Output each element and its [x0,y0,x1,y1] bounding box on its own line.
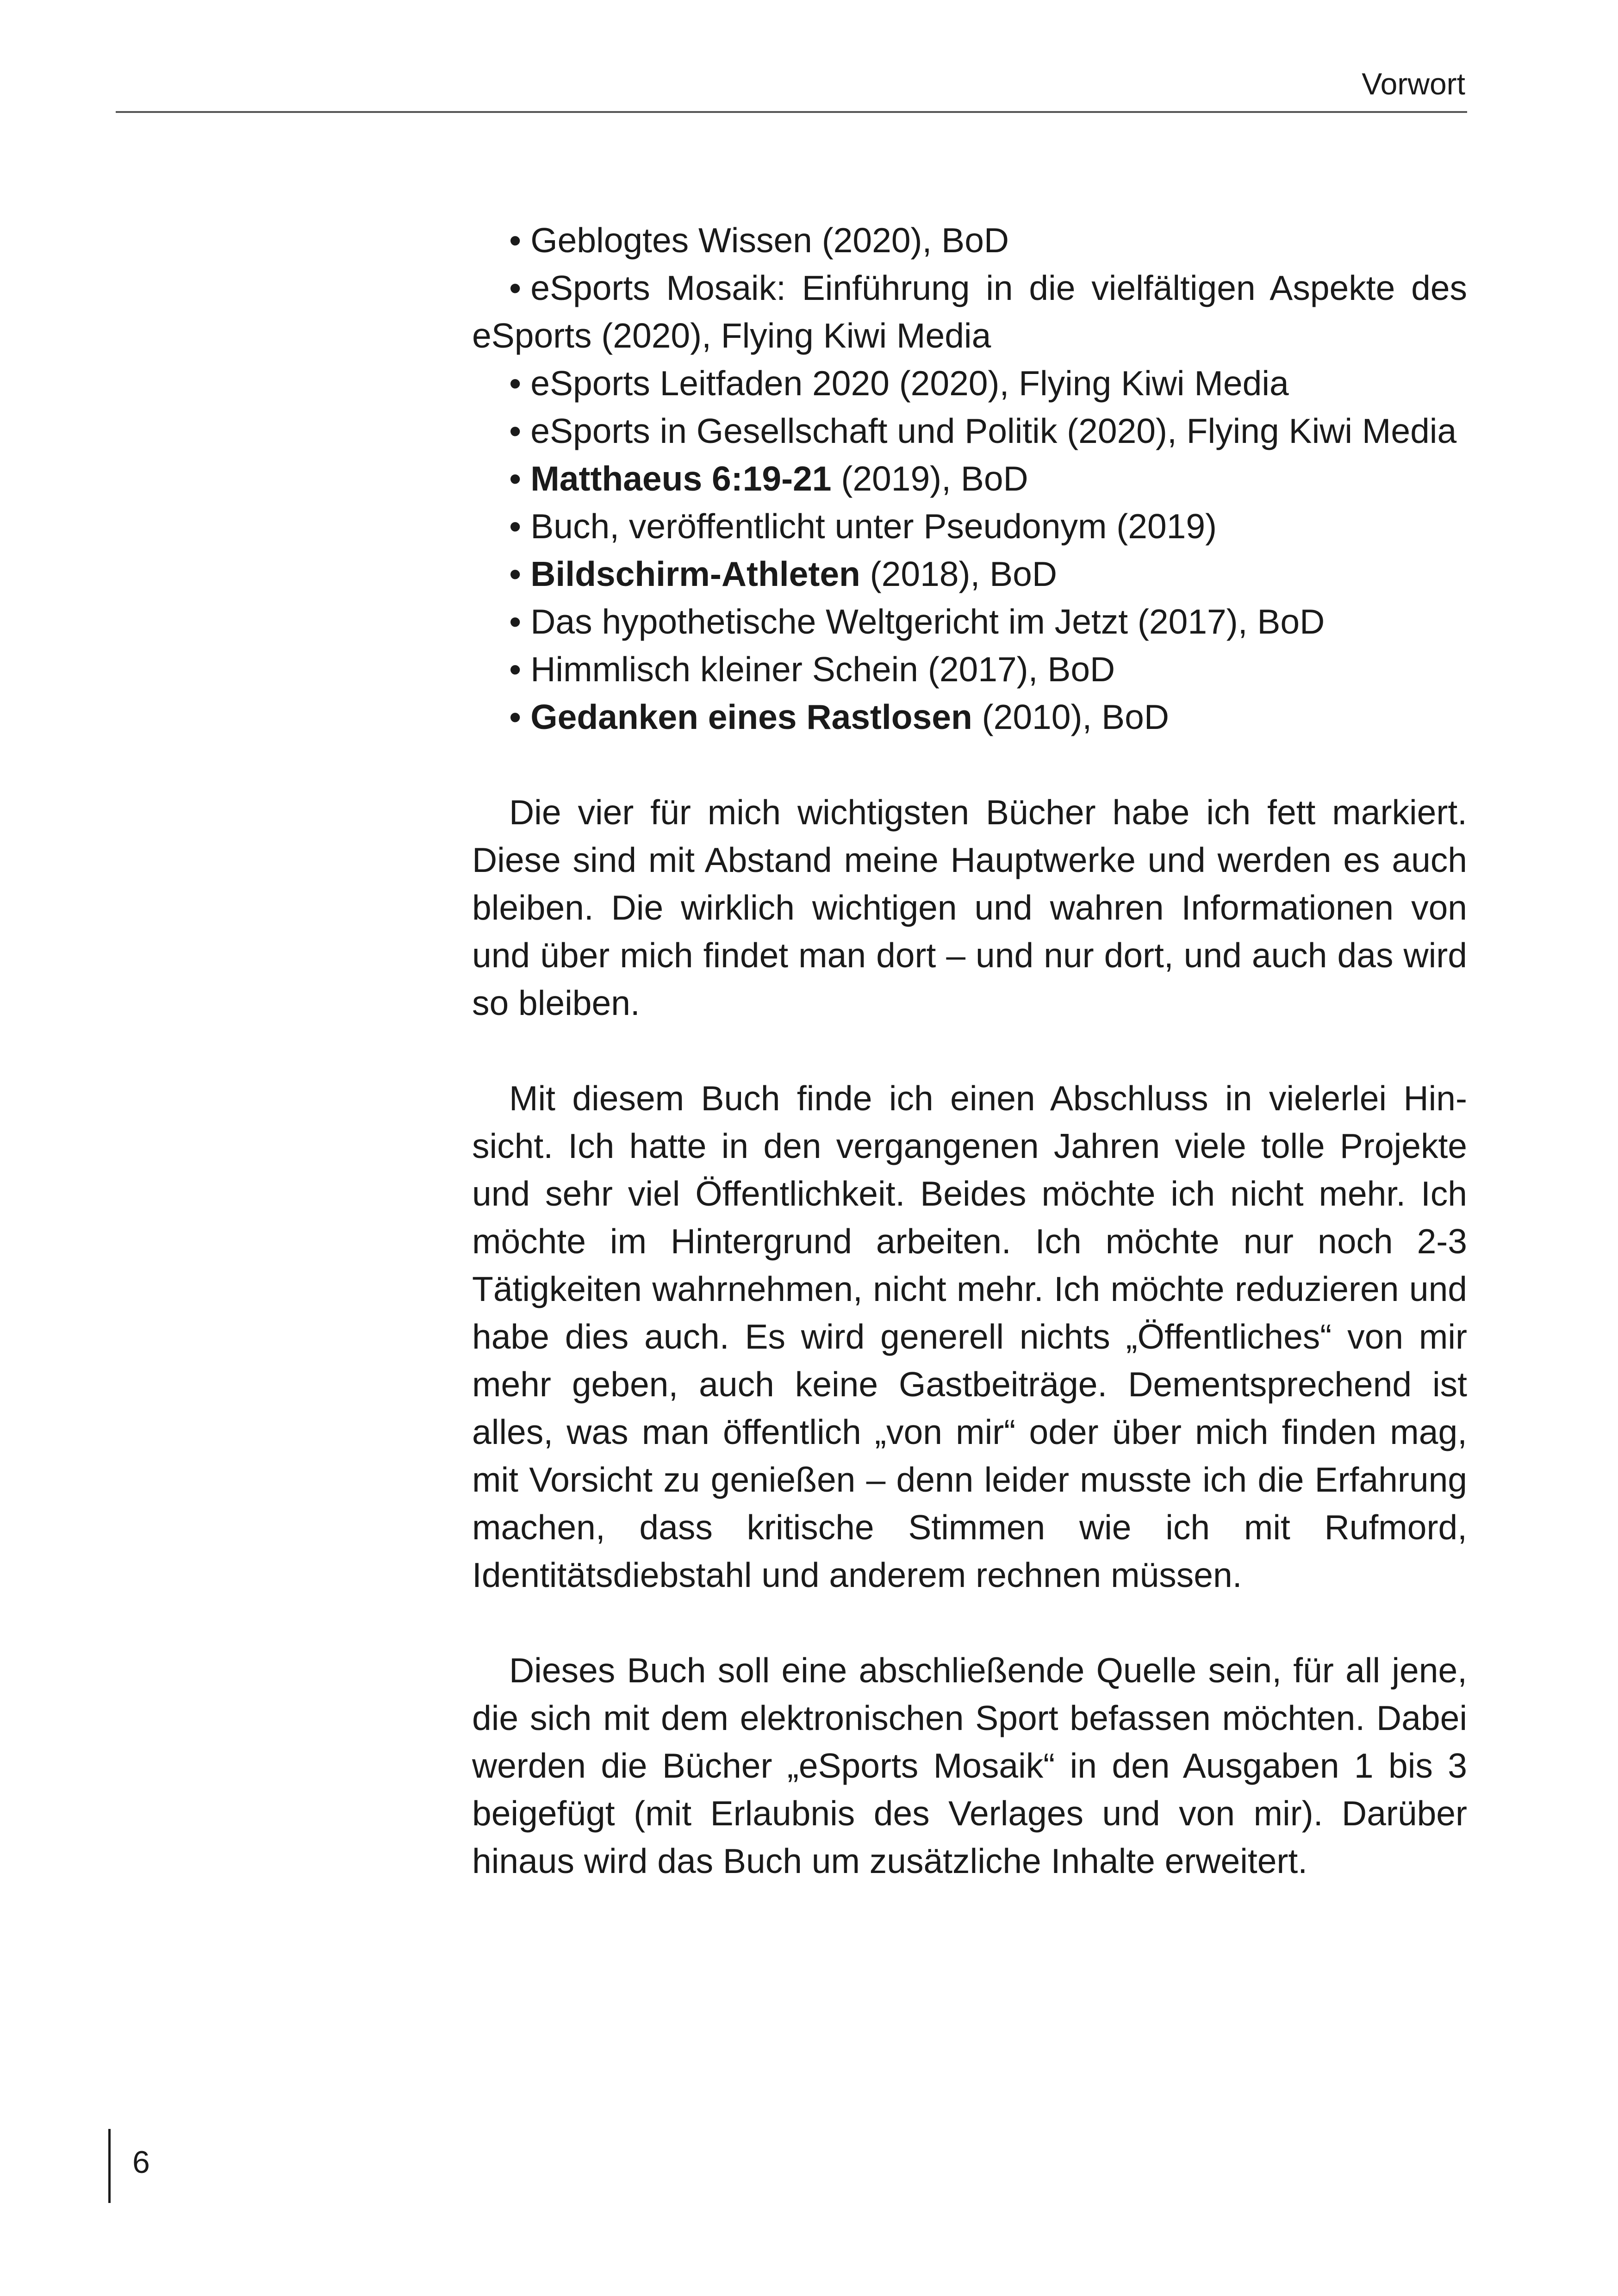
list-item-text: Buch, veröffentlicht unter Pseudonym (2019) [530,507,1217,546]
list-item-text: (2018), BoD [860,554,1058,593]
bold-title: Matthaeus 6:19-21 [530,459,832,498]
list-item-text: eSports Leitfaden 2020 (2020), Flying Kiwi Media [530,364,1289,403]
bullet: • [509,268,522,307]
bullet: • [509,650,522,689]
list-item-text: Himmlisch kleiner Schein (2017), BoD [530,650,1115,689]
paragraph-important-books: Die vier für mich wichtigsten Bücher habe ich fett markiert. Diese sind mit Abstand meine Hauptwerke und werden es auch bleiben. Die wirklich wichtigen und wahren Informationen von und über mich findet man dort – und nur dort, und auch das wird so bleiben. [472,793,1467,1022]
bullet: • [509,554,522,593]
list-item-text: Das hypothetische Weltgericht im Jetzt (2017), BoD [530,602,1325,641]
bold-title: Bildschirm-Athleten [530,554,860,593]
list-item [472,407,1467,455]
list-item [472,360,1467,407]
bullet: • [509,697,522,736]
list-item-text: eSports Mosaik: Einführung in die vielfältigen Aspekte des eSports (2020), Flying Kiwi Media [472,268,1467,355]
bullet: • [509,411,522,450]
list-item [472,598,1467,646]
page-body [472,217,1467,1885]
bullet: • [509,364,522,403]
list-item [472,264,1467,360]
list-item [472,550,1467,598]
folio-rule [108,2129,111,2203]
list-item-text: (2010), BoD [972,697,1170,736]
running-head-title: Vorwort [1362,67,1465,101]
list-item [472,503,1467,550]
bullet: • [509,221,522,260]
bold-title: Gedanken eines Rastlosen [530,697,972,736]
bullet: • [509,507,522,546]
list-item [472,646,1467,693]
list-item-text: (2019), BoD [831,459,1028,498]
page-number: 6 [132,2145,150,2180]
book-list [472,217,1467,741]
list-item [472,455,1467,503]
list-item-text: eSports in Gesellschaft und Politik (2020), Flying Kiwi Media [530,411,1457,450]
bullet: • [509,459,522,498]
list-item [472,693,1467,741]
paragraph-final-source: Dieses Buch soll eine abschließende Quelle sein, für all jene, die sich mit dem elektronischen Sport befassen möchten. Dabei werden die Bücher „eSports Mosaik“ in den Ausgaben 1 bis 3 beigefügt (mit Erlaubnis des Verlages und von mir). Darüber hinaus wird das Buch um zusätzliche Inhalte erweitert. [472,1651,1467,1880]
list-item [472,217,1467,264]
list-item-text: Geblogtes Wissen (2020), BoD [530,221,1009,260]
paragraph-conclusion: Mit diesem Buch finde ich einen Abschluss in vielerlei Hinsicht. Ich hatte in den vergangenen Jahren viele tolle Projekte und sehr viel Öffentlichkeit. Beides möchte ich nicht mehr. Ich möchte im Hintergrund arbeiten. Ich möchte nur noch 2-3 Tätigkeiten wahrnehmen, nicht mehr. Ich möchte reduzieren und habe dies auch. Es wird generell nichts „Öffentliches“ von mir mehr geben, auch keine Gastbeiträge. Dementsprechend ist alles, was man öffentlich „von mir“ oder über mich finden mag, mit Vorsicht zu genießen – denn leider musste ich die Erfahrung machen, dass kritische Stimmen wie ich mit Rufmord, Identitätsdiebstahl und anderem rechnen müssen. [472,1079,1467,1594]
bullet: • [509,602,522,641]
header-rule [116,111,1467,113]
